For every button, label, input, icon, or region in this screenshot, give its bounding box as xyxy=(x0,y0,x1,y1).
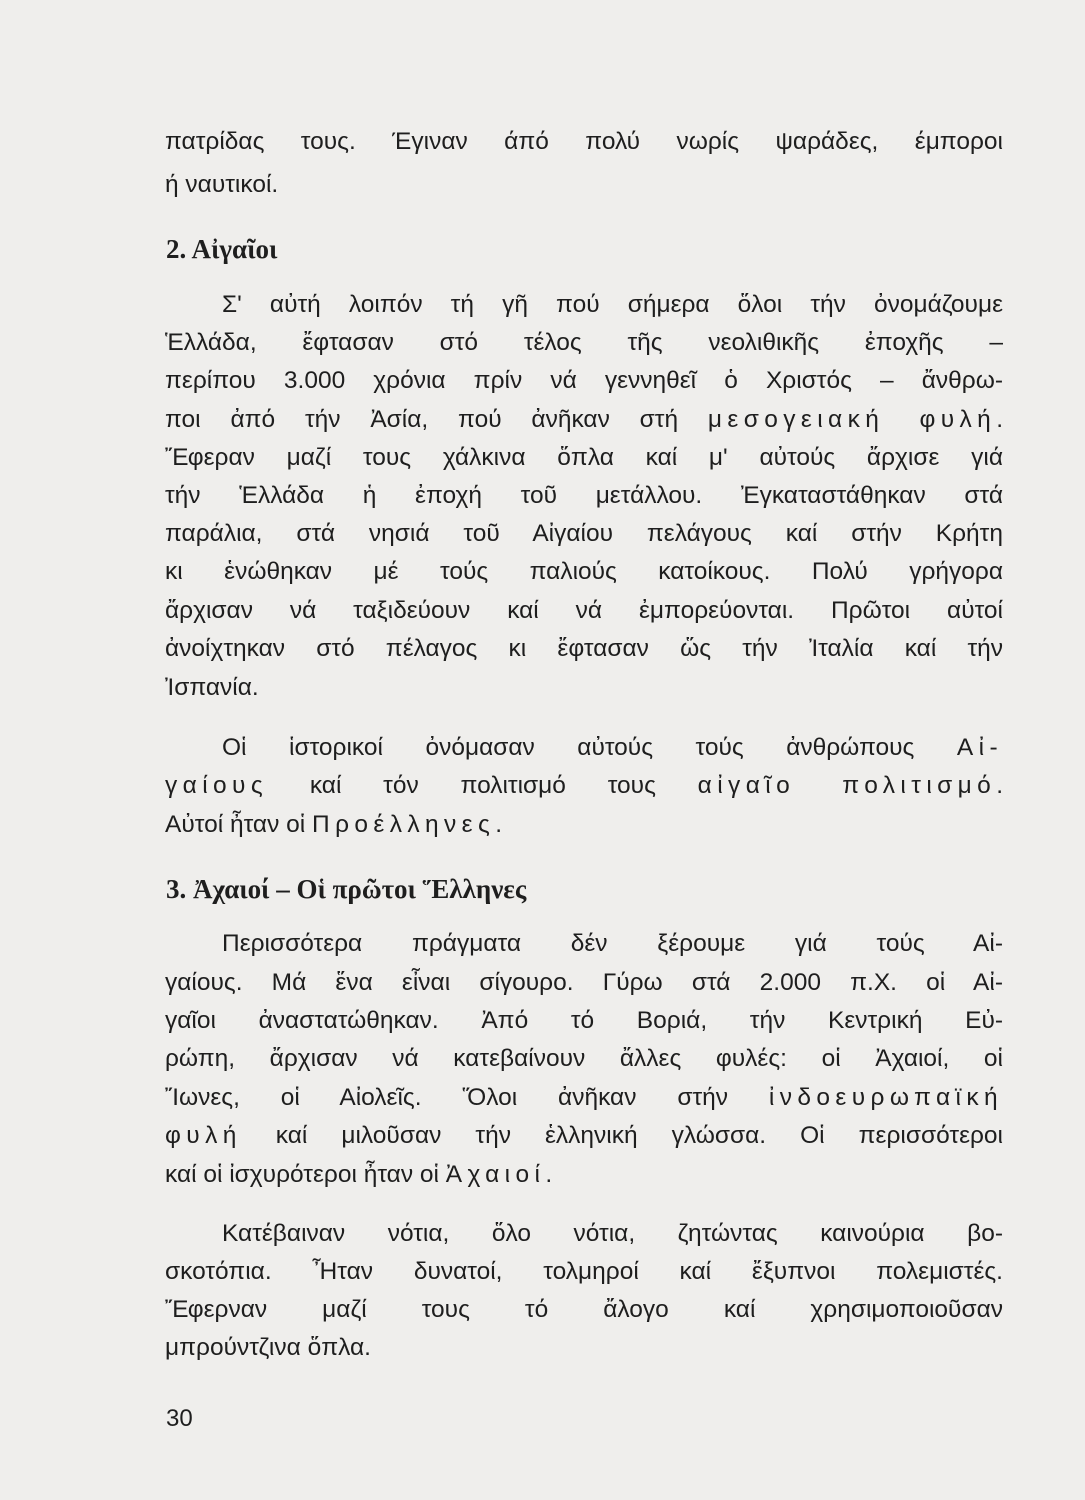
text-line: μπρούντζινα ὅπλα. xyxy=(165,1334,371,1361)
text-run: καί μιλοῦσαν τήν ἑλληνική γλώσσα. Οἱ περισσότεροι xyxy=(241,1122,1003,1149)
text-run: ποι ἀπό τήν Ἀσία, πού ἀνῆκαν στή xyxy=(165,406,708,433)
text-run: καί οἱ ἰσχυρότεροι ἦταν οἱ xyxy=(165,1161,446,1188)
text-run: Οἱ ἱστορικοί ὀνόμασαν αὐτούς τούς ἀνθρώπους xyxy=(222,734,957,761)
text-line: ἀνοίχτηκαν στό πέλαγος κι ἔφτασαν ὥς τήν Ἰταλία καί τήν xyxy=(165,635,1003,662)
text-line: Ἔφεραν μαζί τους χάλκινα ὅπλα καί μ' αὐτούς ἄρχισε γιά xyxy=(165,444,1003,471)
text-line: Ἔφερναν μαζί τους τό ἄλογο καί χρησιμοποιοῦσαν xyxy=(165,1296,1003,1323)
text-line xyxy=(165,810,1003,840)
text-line: σκοτόπια. Ἦταν δυνατοί, τολμηροί καί ἔξυπνοι πολεμιστές. xyxy=(165,1258,1003,1285)
text-line xyxy=(165,1121,1003,1151)
text-line: Ἑλλάδα, ἔφτασαν στό τέλος τῆς νεολιθικῆς ἐποχῆς – xyxy=(165,329,1003,356)
text-line: Ἰσπανία. xyxy=(165,674,259,701)
section-heading-achaeans: 3. Ἀχαιοί – Οἱ πρῶτοι Ἕλληνες xyxy=(166,874,527,904)
page-number: 30 xyxy=(166,1405,193,1432)
text-line xyxy=(222,733,1003,763)
text-line xyxy=(165,405,1003,435)
text-line: ἄρχισαν νά ταξιδεύουν καί νά ἐμπορεύονται. Πρῶτοι αὐτοί xyxy=(165,597,1003,624)
text-run: . xyxy=(545,1161,553,1188)
text-run: . xyxy=(495,811,502,838)
text-run: Αὐτοί ἦταν οἱ xyxy=(165,811,312,838)
text-line: Σ' αὐτή λοιπόν τή γῆ πού σήμερα ὅλοι τήν ὀνομάζουμε xyxy=(222,291,1003,318)
text-run: Ἴωνες, οἱ Αἰολεῖς. Ὅλοι ἀνῆκαν στήν xyxy=(165,1084,769,1111)
text-line xyxy=(165,771,1003,801)
text-line: γαίους. Μά ἕνα εἶναι σίγουρο. Γύρω στά 2.000 π.Χ. οἱ Αἰ- xyxy=(165,969,1003,996)
spaced-term: γαίους xyxy=(165,772,269,799)
text-line: πατρίδας τους. Έγιναν άπό πολύ νωρίς ψαράδες, έμποροι xyxy=(165,128,1003,155)
text-run: καί τόν πολιτισμό τους xyxy=(268,772,698,799)
text-line: ή ναυτικοί. xyxy=(165,171,279,198)
text-run: . xyxy=(996,772,1004,799)
text-line: Κατέβαιναν νότια, ὅλο νότια, ζητώντας καινούρια βο- xyxy=(222,1220,1003,1247)
text-line xyxy=(165,1160,1003,1190)
spaced-term: Αἰ- xyxy=(956,734,1003,761)
text-line: ρώπη, ἄρχισαν νά κατεβαίνουν ἄλλες φυλές: οἱ Ἀχαιοί, οἱ xyxy=(165,1045,1003,1072)
spaced-term: Ἀχαιοί xyxy=(445,1161,546,1188)
text-line: κι ἑνώθηκαν μέ τούς παλιούς κατοίκους. Πολύ γρήγορα xyxy=(165,558,1003,585)
section-heading-aegeans: 2. Αἰγαῖοι xyxy=(166,234,278,264)
text-line: τήν Ἑλλάδα ἡ ἐποχή τοῦ μετάλλου. Ἐγκαταστάθηκαν στά xyxy=(165,482,1003,509)
text-line: Περισσότερα πράγματα δέν ξέρουμε γιά τούς Αἰ- xyxy=(222,930,1003,957)
text-line: γαῖοι ἀναστατώθηκαν. Ἀπό τό Βοριά, τήν Κεντρική Εὐ- xyxy=(165,1007,1003,1034)
text-line: παράλια, στά νησιά τοῦ Αἰγαίου πελάγους καί στήν Κρήτη xyxy=(165,520,1003,547)
spaced-term: φυλή xyxy=(165,1122,242,1149)
text-line xyxy=(165,1083,1003,1113)
spaced-term: ἰνδοευρωπαϊκή xyxy=(768,1084,1003,1111)
text-run: . xyxy=(996,406,1003,433)
spaced-term: Προέλληνες xyxy=(312,811,496,838)
text-line: περίπου 3.000 χρόνια πρίν νά γεννηθεῖ ὁ Χριστός – ἄνθρω- xyxy=(165,367,1003,394)
spaced-term: αἰγαῖο πολιτισμό xyxy=(697,772,997,799)
spaced-term: μεσογειακή φυλή xyxy=(707,406,997,433)
